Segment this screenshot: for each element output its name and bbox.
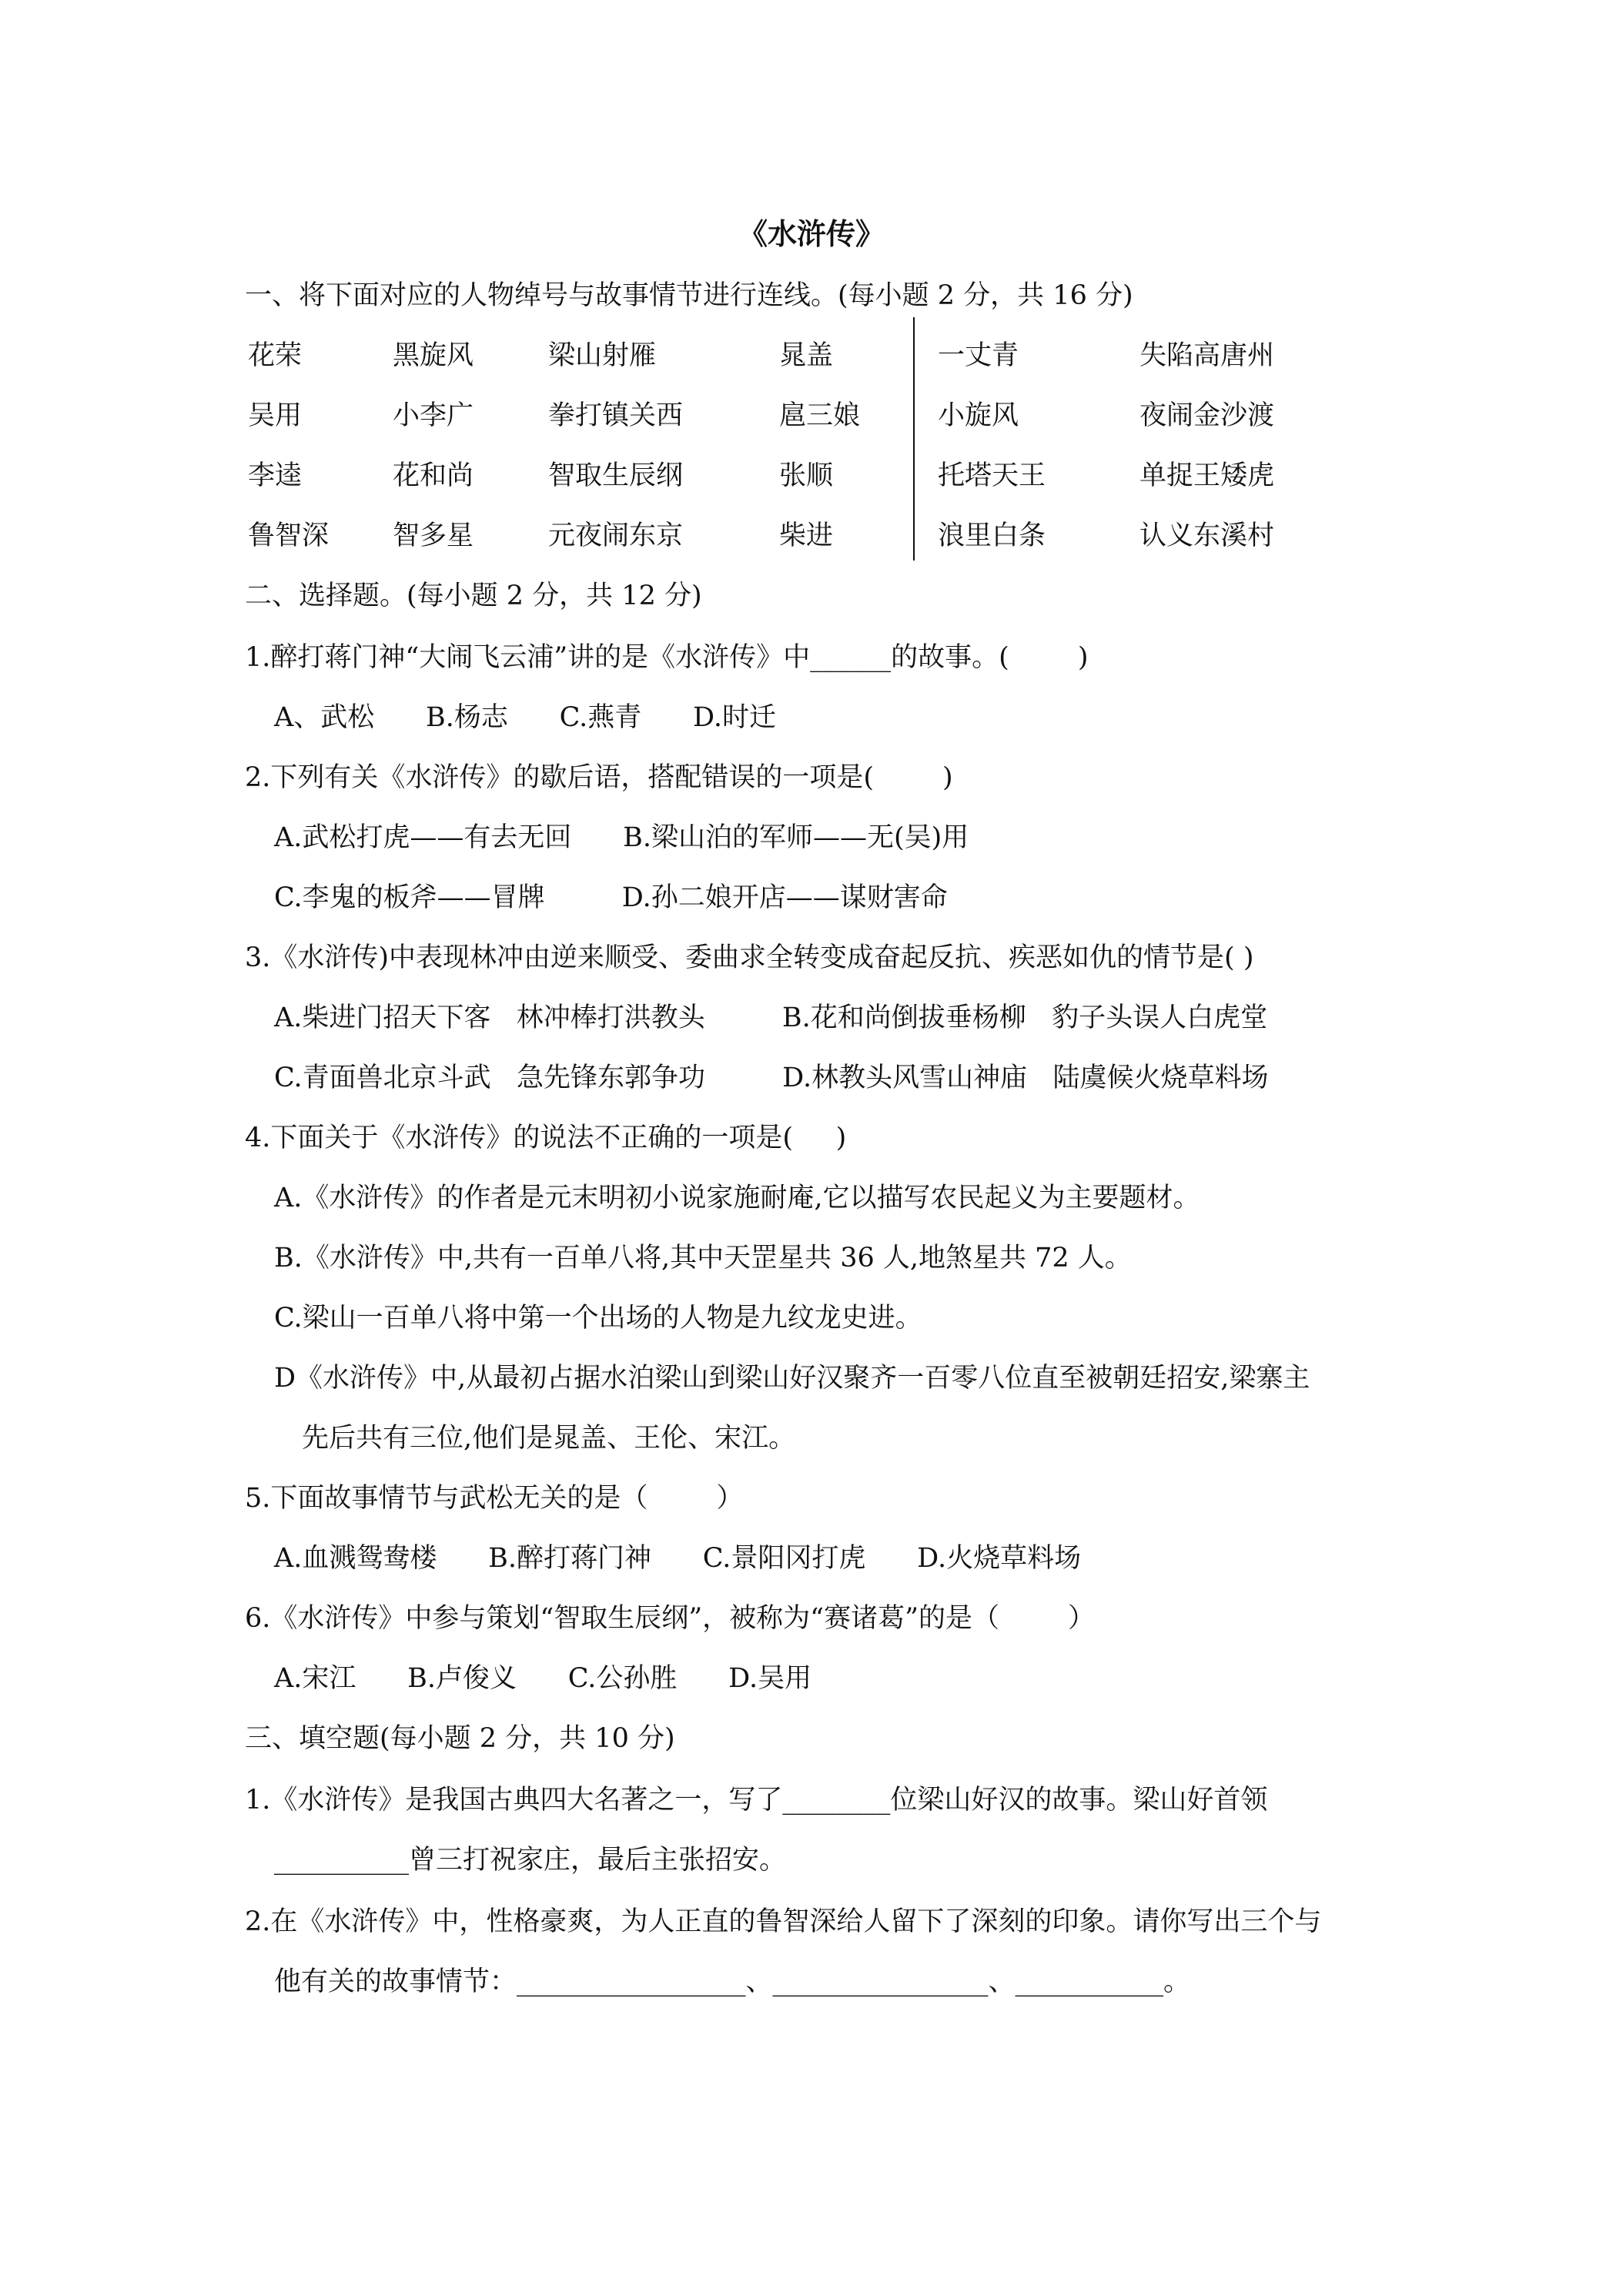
question-6-options: A.宋江 B.卢俊义 C.公孙胜 D.吴用	[274, 1663, 812, 1694]
question-2-options: C.李鬼的板斧——冒牌 D.孙二娘开店——谋财害命	[274, 882, 948, 913]
question-5: 5.下面故事情节与武松无关的是（ ）	[245, 1483, 744, 1514]
table-cell: 吴用	[248, 400, 303, 431]
table-cell: 鲁智深	[248, 520, 330, 551]
table-cell: 花和尚	[393, 460, 474, 491]
question-3-options: A.柴进门招天下客 林冲棒打洪教头 B.花和尚倒拔垂杨柳 豹子头误人白虎堂	[274, 1002, 1268, 1033]
question-1: 1.醉打蒋门神“大闹飞云浦”讲的是《水浒传》中______的故事。( )	[245, 642, 1089, 673]
question-4-option-d-cont: 先后共有三位,他们是晁盖、王伦、宋江。	[302, 1423, 796, 1454]
table-cell: 花荣	[248, 340, 303, 371]
question-6: 6.《水浒传》中参与策划“智取生辰纲”，被称为“赛诸葛”的是（ ）	[245, 1603, 1095, 1634]
table-cell: 单捉王矮虎	[1139, 460, 1275, 491]
question-4-option-a: A.《水浒传》的作者是元末明初小说家施耐庵,它以描写农民起义为主要题材。	[274, 1183, 1200, 1213]
table-cell: 托塔天王	[938, 460, 1046, 491]
fill-question-2: 2.在《水浒传》中，性格豪爽，为人正直的鲁智深给人留下了深刻的印象。请你写出三个与	[245, 1906, 1322, 1937]
table-cell: 梁山射雁	[548, 340, 657, 371]
table-cell: 小旋风	[938, 400, 1019, 431]
fill-question-2-cont: 他有关的故事情节：_________________、________________、___________。	[274, 1966, 1191, 1997]
table-cell: 晁盖	[779, 340, 834, 371]
table-cell: 柴进	[779, 520, 834, 551]
table-cell: 一丈青	[938, 340, 1019, 371]
table-cell: 张顺	[779, 460, 834, 491]
question-4-option-c: C.梁山一百单八将中第一个出场的人物是九纹龙史进。	[274, 1303, 922, 1334]
table-cell: 智多星	[393, 520, 474, 551]
table-cell: 浪里白条	[938, 520, 1046, 551]
question-4-option-b: B.《水浒传》中,共有一百单八将,其中天罡星共 36 人,地煞星共 72 人。	[274, 1243, 1132, 1274]
question-1-options: A、武松 B.杨志 C.燕青 D.时迁	[274, 702, 776, 733]
table-cell: 元夜闹东京	[548, 520, 684, 551]
question-5-options: A.血溅鸳鸯楼 B.醉打蒋门神 C.景阳冈打虎 D.火烧草料场	[274, 1543, 1082, 1574]
question-4-option-d: D《水浒传》中,从最初占据水泊梁山到梁山好汉聚齐一百零八位直至被朝廷招安,梁寨主	[274, 1363, 1310, 1394]
table-cell: 小李广	[393, 400, 474, 431]
table-cell: 夜闹金沙渡	[1139, 400, 1275, 431]
fill-question-1: 1.《水浒传》是我国古典四大名著之一，写了________位梁山好汉的故事。梁山好首领	[245, 1785, 1268, 1816]
table-cell: 智取生辰纲	[548, 460, 684, 491]
table-cell: 拳打镇关西	[548, 400, 684, 431]
question-2: 2.下列有关《水浒传》的歇后语，搭配错误的一项是( )	[245, 762, 953, 793]
table-cell: 失陷高唐州	[1139, 340, 1275, 371]
section1-heading: 一、将下面对应的人物绰号与故事情节进行连线。(每小题 2 分，共 16 分)	[245, 280, 1133, 311]
question-3-options: C.青面兽北京斗武 急先锋东郭争功 D.林教头风雪山神庙 陆虞候火烧草料场	[274, 1063, 1269, 1093]
fill-question-1-cont: __________曾三打祝家庄，最后主张招安。	[274, 1845, 787, 1876]
table-cell: 黑旋风	[393, 340, 474, 371]
question-4: 4.下面关于《水浒传》的说法不正确的一项是( )	[245, 1123, 847, 1153]
section2-heading: 二、选择题。(每小题 2 分，共 12 分)	[245, 581, 702, 611]
table-cell: 扈三娘	[779, 400, 861, 431]
column-divider	[913, 317, 915, 561]
question-2-options: A.武松打虎——有去无回 B.梁山泊的军师——无(吴)用	[274, 822, 969, 853]
page-title: 《水浒传》	[738, 216, 885, 251]
table-cell: 李逵	[248, 460, 303, 491]
table-cell: 认义东溪村	[1139, 520, 1275, 551]
question-3: 3.《水浒传)中表现林冲由逆来顺受、委曲求全转变成奋起反抗、疾恶如仇的情节是( )	[245, 942, 1254, 973]
section3-heading: 三、填空题(每小题 2 分，共 10 分)	[245, 1723, 675, 1754]
